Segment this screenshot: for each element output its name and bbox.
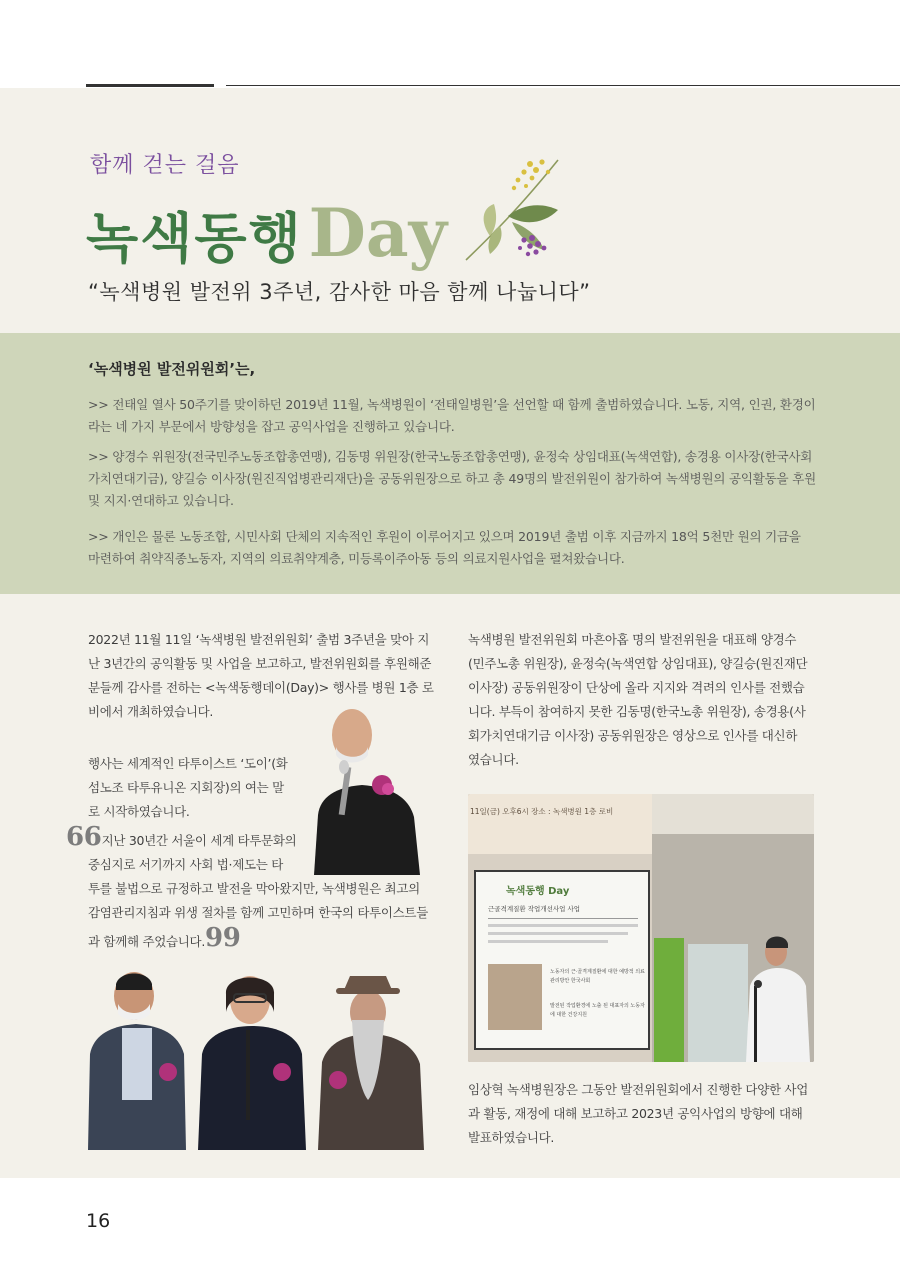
header-rule-thick: [86, 84, 214, 87]
page-number: 16: [86, 1210, 111, 1232]
text-line: 난 3년간의 공익활동 및 사업을 보고하고, 발전위원회를 후원해준: [88, 656, 432, 671]
intro-heading: ‘녹색병원 발전위원회’는,: [88, 360, 256, 378]
article-paragraph: [468, 1078, 808, 1150]
intro-paragraph: >> 전태일 열사 50주기를 맞이하던 2019년 11월, 녹색병원이 ‘전태일병원’을 선언할 때 함께 출범하였습니다. 노동, 지역, 인권, 환경이라는 네 가지 부문에서 방향성을 잡고 공익사업을 진행하고 있습니다.: [88, 397, 816, 434]
text-line: 로 시작하였습니다.: [88, 804, 190, 819]
text-line: 비에서 개최하였습니다.: [88, 704, 214, 719]
text-line: 중심지로 서기까지 사회 법·제도는 타: [88, 857, 283, 872]
text-line: 이사장) 공동위원장이 단상에 올라 지지와 격려의 인사를 전했습: [468, 680, 805, 695]
screen-photo: [488, 964, 542, 1030]
page-subtitle: “녹색병원 발전위 3주년, 감사한 마음 함께 나눕니다”: [88, 280, 591, 304]
text-line: 과 함께해 주었습니다.99: [88, 923, 241, 953]
photo-hospital-director-presentation: [468, 794, 814, 1062]
section-kicker: 함께 걷는 걸음: [90, 153, 240, 178]
director-figure: [740, 934, 814, 1062]
title-english: Day: [308, 194, 448, 272]
header-rule-thin: [226, 85, 900, 86]
screen-divider: [488, 918, 638, 919]
text-line: 회가치연대기금 이사장) 공동위원장은 영상으로 인사를 대신하: [468, 728, 798, 743]
lobby-ceiling: [652, 794, 814, 834]
open-quote-icon: 66: [66, 822, 102, 852]
screen-text-placeholder: [488, 940, 608, 943]
green-sign: [654, 938, 684, 1062]
event-banner: [468, 794, 652, 854]
text-line: 행사는 세계적인 타투이스트 ‘도이’(화: [88, 756, 288, 771]
text-line: 투를 불법으로 규정하고 발전을 막아왔지만, 녹색병원은 최고의: [88, 881, 420, 896]
projection-screen: [474, 870, 650, 1050]
intro-paragraph: >> 양경수 위원장(전국민주노동조합총연맹), 김동명 위원장(한국노동조합총연맹), 윤정숙 상임대표(녹색연합), 송경용 이사장(한국사회가치연대기금), 양길승 이사장(원진직업병관리재단)을 공동위원장으로 하고 총 49명의 발전위원이 참가하여 녹색병원의 공익활동을 후원 및 지지·연대하고 있습니다.: [88, 449, 816, 508]
screen-item: 발전된 작업환경에 노출 된 대표자의 노동자에 대한 건강지원: [550, 1003, 645, 1018]
text-line: 66지난 30년간 서울이 세계 타투문화의: [66, 822, 297, 852]
text-line: (민주노총 위원장), 윤정숙(녹색연합 상임대표), 양길승(원진재단: [468, 656, 808, 671]
lobby-door: [688, 944, 748, 1062]
article-paragraph: [88, 752, 288, 824]
text-line: 과 활동, 재정에 대해 보고하고 2023년 공익사업의 방향에 대해: [468, 1106, 803, 1121]
botanical-illustration-icon: [460, 152, 570, 264]
article-paragraph: [468, 628, 807, 772]
title-korean: 녹색동행: [86, 207, 303, 270]
photo-tattooist-speaker: [306, 705, 424, 875]
text-line: 니다. 부득이 참여하지 못한 김동명(한국노총 위원장), 송경용(사: [468, 704, 806, 719]
text-line: 임상혁 녹색병원장은 그동안 발전위원회에서 진행한 다양한 사업: [468, 1082, 808, 1097]
text-line: 녹색병원 발전위원회 마흔아홉 명의 발전위원을 대표해 양경수: [468, 632, 797, 647]
intro-paragraph: >> 개인은 물론 노동조합, 시민사회 단체의 지속적인 후원이 이루어지고 있으며 2019년 출범 이후 지금까지 18억 5천만 원의 기금을 마련하여 취약직종노동자, 지역의 의료취약계층, 미등록이주아동 등의 의료지원사업을 펼쳐왔습니다.: [88, 529, 801, 566]
screen-item: 노동자의 근·골격계질환에 대한 예방적 의료관리방안 한국사회: [550, 969, 645, 984]
screen-text-placeholder: [488, 932, 628, 935]
screen-heading: 근골격계질환 작업개선사업 사업: [488, 905, 581, 913]
close-quote-icon: 99: [205, 923, 241, 953]
text-line: 섬노조 타투유니온 지회장)의 여는 말: [88, 780, 284, 795]
text-line: 분들께 감사를 전하는 <녹색동행데이(Day)> 행사를 병원 1층 로: [88, 680, 434, 695]
text-line: 2022년 11월 11일 ‘녹색병원 발전위원회’ 출범 3주년을 맞아 지: [88, 632, 430, 647]
text-line: 였습니다.: [468, 752, 519, 767]
text-line: 발표하였습니다.: [468, 1130, 555, 1145]
screen-text-placeholder: [488, 924, 638, 927]
photo-co-chairs: [86, 970, 428, 1150]
page-title: [86, 180, 448, 272]
text-line: 감염관리지침과 위생 절차를 함께 고민하며 한국의 타투이스트들: [88, 905, 428, 920]
screen-title: 녹색동행 Day: [506, 886, 570, 897]
banner-text: 11일(금) 오후6시 장소 : 녹색병원 1층 로비: [470, 807, 614, 816]
